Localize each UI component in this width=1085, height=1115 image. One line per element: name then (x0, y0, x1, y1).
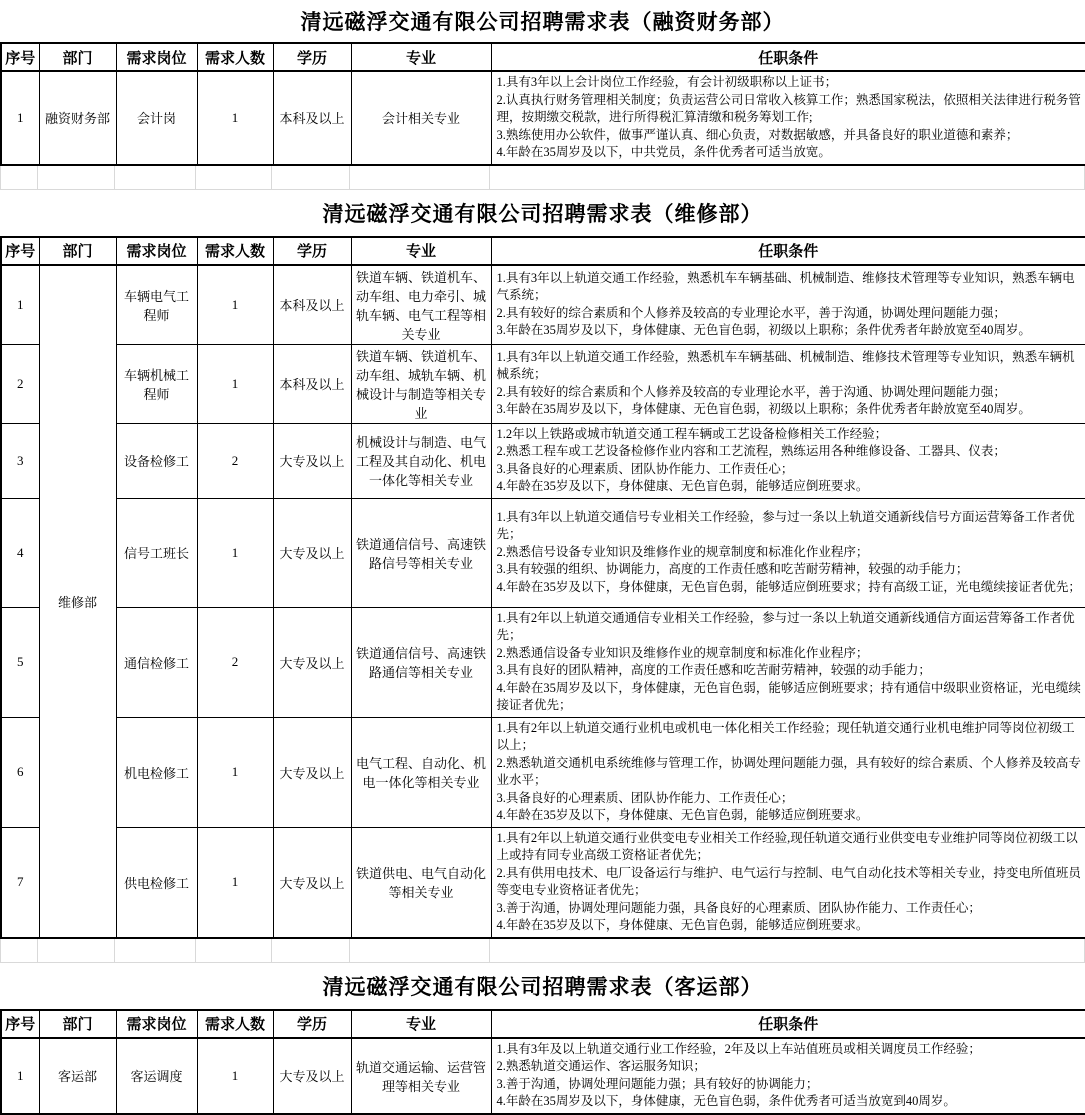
cell-serial-number: 1 (1, 1038, 39, 1114)
column-header-3: 需求岗位 (116, 43, 197, 71)
requirement-item: 2.熟悉通信设备专业知识及维修作业的规章制度和标准化作业程序； (496, 645, 869, 660)
requirement-item: 1.具有3年以上轨道交通工作经验，熟悉机车车辆基础、机械制造、维修技术管理等专业知识，熟悉车辆机械系统； (496, 349, 1075, 381)
header-row (1, 1010, 1085, 1038)
column-header-7: 任职条件 (491, 43, 1085, 71)
table-row (1, 827, 1085, 938)
cell-major: 轨道交通运输、运营管理等相关专业 (351, 1038, 491, 1114)
column-header-4: 需求人数 (197, 1010, 273, 1038)
grid-gap (0, 166, 1085, 190)
requirement-item: 3.具备良好的心理素质、团队协作能力、工作责任心； (496, 790, 794, 805)
grid-gap-cell (490, 939, 1085, 963)
table-title-finance: 清远磁浮交通有限公司招聘需求表（融资财务部） (300, 10, 785, 34)
cell-headcount: 2 (197, 607, 273, 717)
table-row (1, 71, 1085, 165)
cell-requirements (491, 344, 1085, 423)
cell-position: 设备检修工 (116, 423, 197, 498)
cell-headcount: 1 (197, 717, 273, 827)
grid-gap-cell (115, 939, 196, 963)
table-finance (0, 42, 1085, 166)
cell-requirements (491, 717, 1085, 827)
cell-major: 铁道车辆、铁道机车、动车组、城轨车辆、机械设计与制造等相关专业 (351, 344, 491, 423)
requirement-item: 4.年龄在35周岁及以下，身体健康，无色盲色弱，条件优秀者可适当放宽到40周岁。 (496, 1094, 956, 1108)
requirement-item: 3.具备良好的心理素质、团队协作能力、工作责任心； (496, 461, 794, 476)
cell-position: 通信检修工 (116, 607, 197, 717)
requirement-item: 3.具有良好的团队精神，高度的工作责任感和吃苦耐劳精神，较强的动手能力； (496, 663, 931, 677)
requirement-item: 2.具有较好的综合素质和个人修养及较高的专业理论水平，善于沟通，协调处理问题能力强； (496, 305, 1006, 320)
column-header-5: 学历 (273, 43, 351, 71)
grid-gap (0, 939, 1085, 963)
requirement-item: 1.2年以上铁路或城市轨道交通工程车辆或工艺设备检修相关工作经验； (496, 426, 888, 441)
table-title-passenger: 清远磁浮交通有限公司招聘需求表（客运部） (322, 974, 763, 999)
table-row (1, 717, 1085, 827)
grid-gap-cell (0, 939, 38, 963)
column-header-3: 需求岗位 (116, 1010, 197, 1038)
table-row (1, 607, 1085, 717)
column-header-2: 部门 (39, 43, 116, 71)
column-header-4: 需求人数 (197, 237, 273, 265)
table-maintenance (0, 236, 1085, 939)
requirement-item: 2.熟悉信号设备专业知识及维修作业的规章制度和标准化作业程序； (496, 544, 869, 559)
grid-gap-cell (38, 939, 115, 963)
cell-major: 电气工程、自动化、机电一体化等相关专业 (351, 717, 491, 827)
cell-department: 维修部 (39, 265, 116, 938)
column-header-1: 序号 (1, 237, 39, 265)
table-row (1, 344, 1085, 423)
requirement-item: 3.善于沟通，协调处理问题能力强；具有较好的协调能力； (496, 1076, 819, 1091)
header-row (1, 237, 1085, 265)
column-header-7: 任职条件 (491, 1010, 1085, 1038)
table-row (1, 1038, 1085, 1114)
requirement-item: 4.年龄在35岁及以下，身体健康，无色盲色弱，能够适应倒班要求；持有高级工证，光电缆续接证者优先； (496, 579, 1081, 594)
cell-headcount: 1 (197, 265, 273, 345)
cell-education: 本科及以上 (273, 71, 351, 165)
cell-position: 会计岗 (116, 71, 197, 165)
cell-position: 客运调度 (116, 1038, 197, 1114)
cell-major: 铁道车辆、铁道机车、动车组、电力牵引、城轨车辆、电气工程等相关专业 (351, 265, 491, 345)
grid-gap-cell (350, 939, 490, 963)
requirement-item: 1.具有3年以上轨道交通信号专业相关工作经验，参与过一条以上轨道交通新线信号方面运营筹备工作者优先； (496, 509, 1075, 542)
cell-requirements (491, 423, 1085, 498)
requirement-item: 2.熟悉轨道交通运作、客运服务知识； (496, 1059, 706, 1073)
cell-headcount: 1 (197, 498, 273, 607)
cell-education: 大专及以上 (273, 498, 351, 607)
column-header-4: 需求人数 (197, 43, 273, 71)
cell-major: 机械设计与制造、电气工程及其自动化、机电一体化等相关专业 (351, 423, 491, 498)
cell-major: 铁道通信信号、高速铁路通信等相关专业 (351, 607, 491, 717)
requirement-item: 2.具有供用电技术、电厂设备运行与维护、电气运行与控制、电气自动化技术等相关专业，持变电所值班员等变电专业资格证者优先； (496, 865, 1081, 897)
cell-requirements (491, 498, 1085, 607)
grid-gap-cell (196, 939, 272, 963)
grid-gap-cell (272, 939, 350, 963)
requirement-item: 1.具有3年以上轨道交通工作经验，熟悉机车车辆基础、机械制造、维修技术管理等专业知识，熟悉车辆电气系统； (496, 270, 1075, 302)
column-header-5: 学历 (273, 237, 351, 265)
cell-requirements (491, 265, 1085, 345)
cell-serial-number: 4 (1, 498, 39, 607)
column-header-5: 学历 (273, 1010, 351, 1038)
grid-gap-cell (0, 166, 38, 190)
column-header-1: 序号 (1, 1010, 39, 1038)
cell-serial-number: 2 (1, 344, 39, 423)
cell-serial-number: 5 (1, 607, 39, 717)
cell-education: 大专及以上 (273, 717, 351, 827)
column-header-1: 序号 (1, 43, 39, 71)
requirement-item: 1.具有2年以上轨道交通行业机电或机电一体化相关工作经验；现任轨道交通行业机电维护同等岗位初级工以上； (496, 720, 1075, 752)
grid-gap-cell (350, 166, 490, 190)
column-header-6: 专业 (351, 1010, 491, 1038)
requirement-item: 2.熟悉工程车或工艺设备检修作业内容和工艺流程，熟练运用各种维修设备、工器具、仪表； (496, 444, 1006, 458)
column-header-3: 需求岗位 (116, 237, 197, 265)
cell-requirements (491, 827, 1085, 938)
cell-serial-number: 6 (1, 717, 39, 827)
requirement-item: 2.认真执行财务管理相关制度；负责运营公司日常收入核算工作；熟悉国家税法，依照相关法律进行税务管理，按期缴交税款，进行所得税汇算清缴和税务筹划工作; (496, 92, 1081, 124)
table-row (1, 423, 1085, 498)
cell-education: 大专及以上 (273, 607, 351, 717)
cell-major: 铁道通信信号、高速铁路信号等相关专业 (351, 498, 491, 607)
grid-gap-cell (196, 166, 272, 190)
grid-gap-cell (115, 166, 196, 190)
cell-position: 机电检修工 (116, 717, 197, 827)
cell-serial-number: 1 (1, 71, 39, 165)
column-header-2: 部门 (39, 1010, 116, 1038)
table-row (1, 265, 1085, 345)
requirement-item: 3.熟练使用办公软件，做事严谨认真、细心负责，对数据敏感，并具备良好的职业道德和素养； (496, 127, 1019, 142)
column-header-2: 部门 (39, 237, 116, 265)
cell-education: 大专及以上 (273, 1038, 351, 1114)
cell-education: 本科及以上 (273, 265, 351, 345)
cell-serial-number: 7 (1, 827, 39, 938)
cell-position: 车辆机械工程师 (116, 344, 197, 423)
cell-education: 大专及以上 (273, 423, 351, 498)
requirement-item: 1.具有2年以上轨道交通通信专业相关工作经验，参与过一条以上轨道交通新线通信方面运营筹备工作者优先； (496, 610, 1075, 642)
cell-requirements (491, 607, 1085, 717)
cell-department: 融资财务部 (39, 71, 116, 165)
table-row (1, 498, 1085, 607)
cell-headcount: 1 (197, 1038, 273, 1114)
requirement-item: 3.年龄在35周岁及以下，身体健康、无色盲色弱，初级以上职称；条件优秀者年龄放宽至40周岁。 (496, 402, 1031, 416)
requirement-item: 3.具有较强的组织、协调能力，高度的工作责任感和吃苦耐劳精神，较强的动手能力； (496, 562, 969, 577)
table-title-maintenance: 清远磁浮交通有限公司招聘需求表（维修部） (322, 201, 763, 226)
requirement-item: 4.年龄在35周岁及以下，中共党员，条件优秀者可适当放宽。 (496, 145, 831, 159)
cell-headcount: 1 (197, 827, 273, 938)
cell-serial-number: 3 (1, 423, 39, 498)
table-passenger (0, 1009, 1085, 1115)
cell-requirements (491, 71, 1085, 165)
cell-serial-number: 1 (1, 265, 39, 345)
cell-department: 客运部 (39, 1038, 116, 1114)
header-row (1, 43, 1085, 71)
cell-position: 车辆电气工程师 (116, 265, 197, 345)
requirement-item: 4.年龄在35岁及以下，身体健康、无色盲色弱，能够适应倒班要求。 (496, 808, 869, 822)
cell-position: 信号工班长 (116, 498, 197, 607)
requirement-item: 1.具有3年以上会计岗位工作经验，有会计初级职称以上证书； (496, 75, 838, 89)
column-header-6: 专业 (351, 237, 491, 265)
cell-major: 会计相关专业 (351, 71, 491, 165)
cell-headcount: 2 (197, 423, 273, 498)
cell-position: 供电检修工 (116, 827, 197, 938)
requirement-item: 4.年龄在35周岁及以下，身体健康，无色盲色弱，能够适应倒班要求；持有通信中级职业资格证，光电缆续接证者优先； (496, 680, 1081, 712)
requirement-item: 3.年龄在35周岁及以下，身体健康、无色盲色弱，初级以上职称；条件优秀者年龄放宽至40周岁。 (496, 323, 1031, 337)
column-header-6: 专业 (351, 43, 491, 71)
cell-education: 本科及以上 (273, 344, 351, 423)
requirement-item: 3.善于沟通，协调处理问题能力强，具备良好的心理素质、团队协作能力、工作责任心； (496, 900, 981, 915)
column-header-7: 任职条件 (491, 237, 1085, 265)
requirement-item: 1.具有3年及以上轨道交通行业工作经验，2年及以上车站值班员或相关调度员工作经验； (496, 1041, 981, 1056)
requirement-item: 2.熟悉轨道交通机电系统维修与管理工作，协调处理问题能力强，具有较好的综合素质、个人修养及较高专业水平； (496, 755, 1081, 787)
grid-gap-cell (490, 166, 1085, 190)
requirement-item: 4.年龄在35岁及以下，身体健康、无色盲色弱，能够适应倒班要求。 (496, 479, 869, 493)
requirement-item: 4.年龄在35岁及以下，身体健康、无色盲色弱，能够适应倒班要求。 (496, 918, 869, 932)
cell-headcount: 1 (197, 344, 273, 423)
grid-gap-cell (38, 166, 115, 190)
requirement-item: 2.具有较好的综合素质和个人修养及较高的专业理论水平，善于沟通、协调处理问题能力强； (496, 384, 1006, 399)
cell-headcount: 1 (197, 71, 273, 165)
cell-requirements (491, 1038, 1085, 1114)
requirement-item: 1.具有2年以上轨道交通行业供变电专业相关工作经验,现任轨道交通行业供变电专业维护同等岗位初级工以上或持有同专业高级工资格证者优先； (496, 830, 1078, 862)
cell-education: 大专及以上 (273, 827, 351, 938)
grid-gap-cell (272, 166, 350, 190)
cell-major: 铁道供电、电气自动化等相关专业 (351, 827, 491, 938)
